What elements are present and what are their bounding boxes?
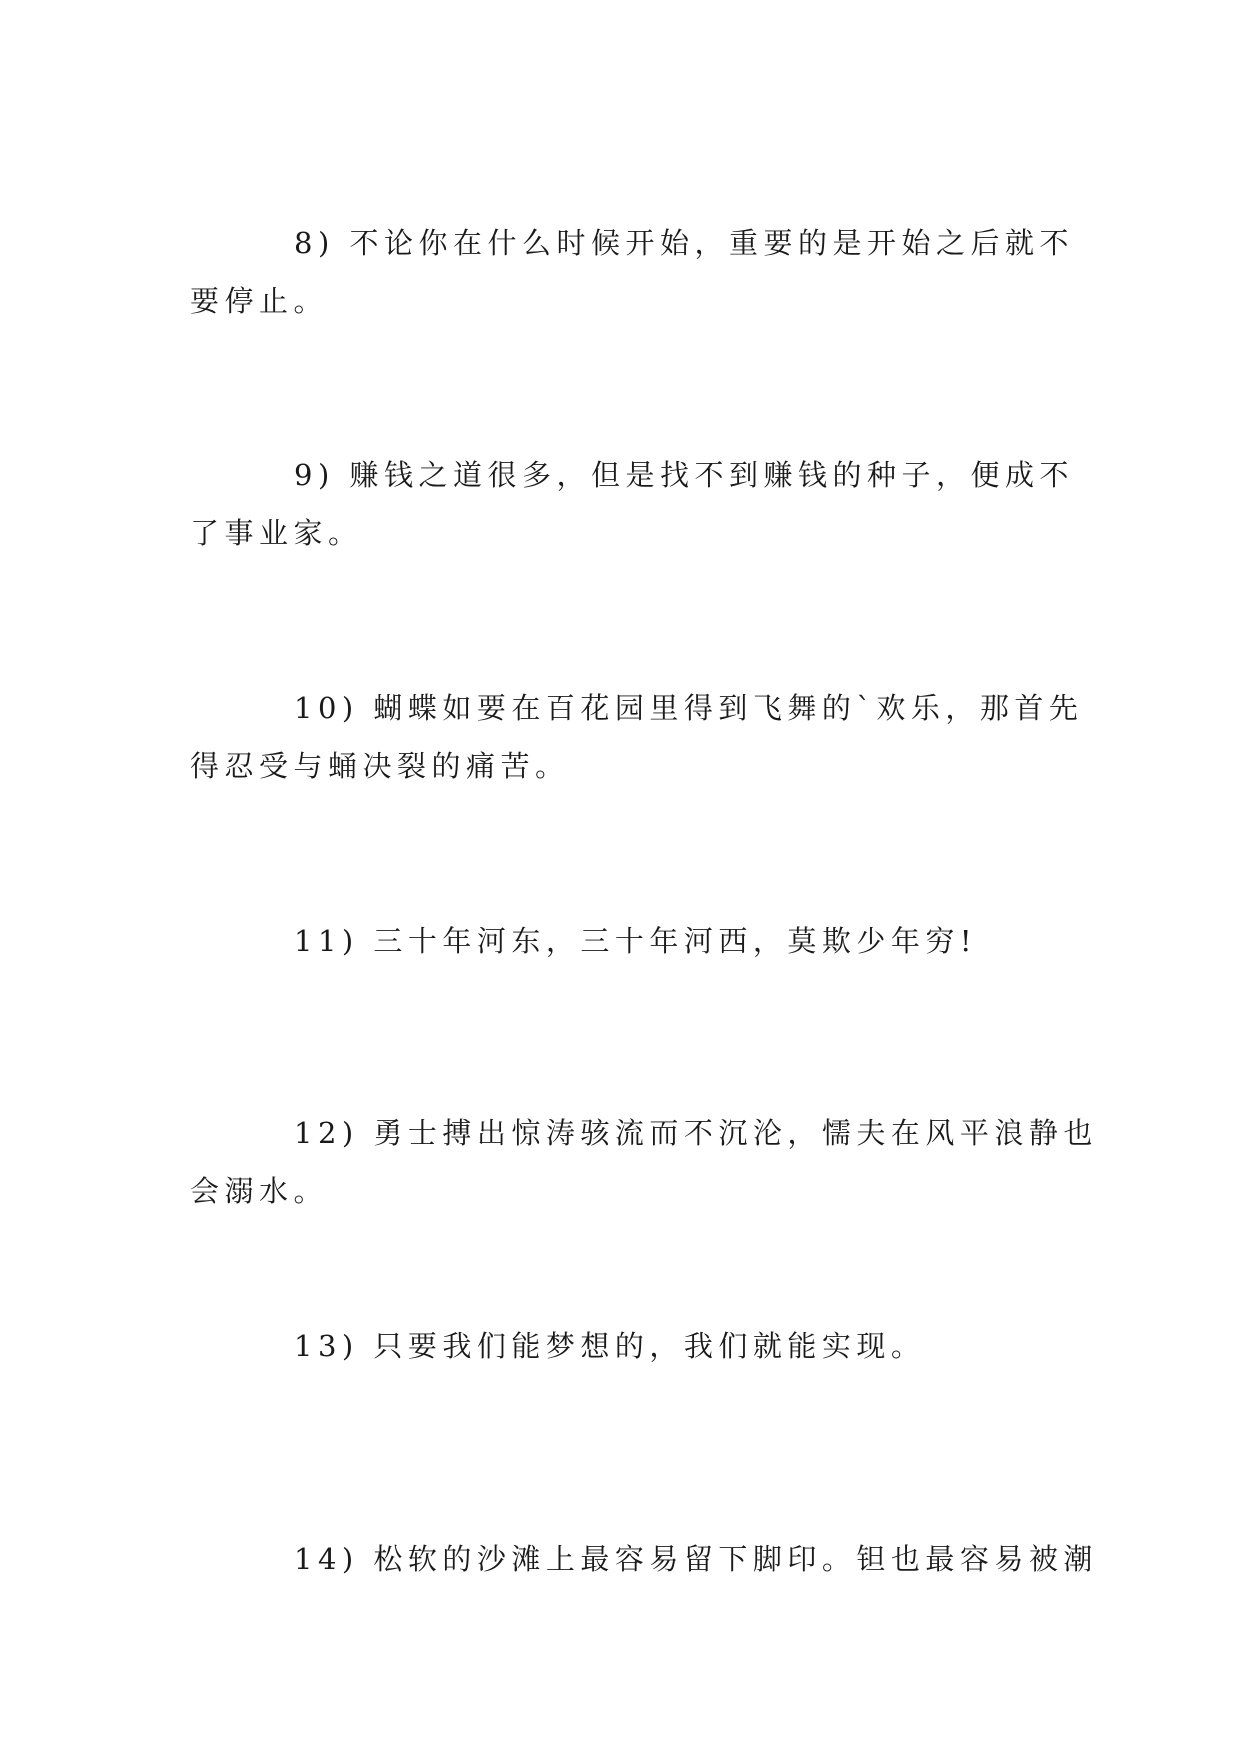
quote-line: 14) 松软的沙滩上最容易留下脚印。钽也最容易被潮 xyxy=(294,1542,1098,1576)
quote-line: 得忍受与蛹决裂的痛苦。 xyxy=(190,749,570,783)
quote-line: 要停止。 xyxy=(190,284,329,318)
quote-line: 9) 赚钱之道很多，但是找不到赚钱的种子，便成不 xyxy=(294,458,1074,492)
quote-10 xyxy=(190,679,1084,795)
quote-8 xyxy=(190,214,1074,330)
quote-line: 10) 蝴蝶如要在百花园里得到飞舞的`欢乐，那首先 xyxy=(294,691,1084,725)
quote-12 xyxy=(190,1104,1098,1220)
quote-line: 12) 勇士搏出惊涛骇流而不沉沦，懦夫在风平浪静也 xyxy=(294,1116,1098,1150)
quote-11 xyxy=(190,912,1050,970)
quote-13 xyxy=(190,1317,1050,1375)
quote-line: 11) 三十年河东，三十年河西，莫欺少年穷! xyxy=(294,924,978,958)
quote-line: 8) 不论你在什么时候开始，重要的是开始之后就不 xyxy=(294,226,1074,260)
quote-14 xyxy=(190,1530,1098,1588)
quote-line: 会溺水。 xyxy=(190,1174,329,1208)
quote-line: 13) 只要我们能梦想的，我们就能实现。 xyxy=(294,1329,926,1363)
quote-9 xyxy=(190,446,1074,562)
quote-line: 了事业家。 xyxy=(190,516,363,550)
